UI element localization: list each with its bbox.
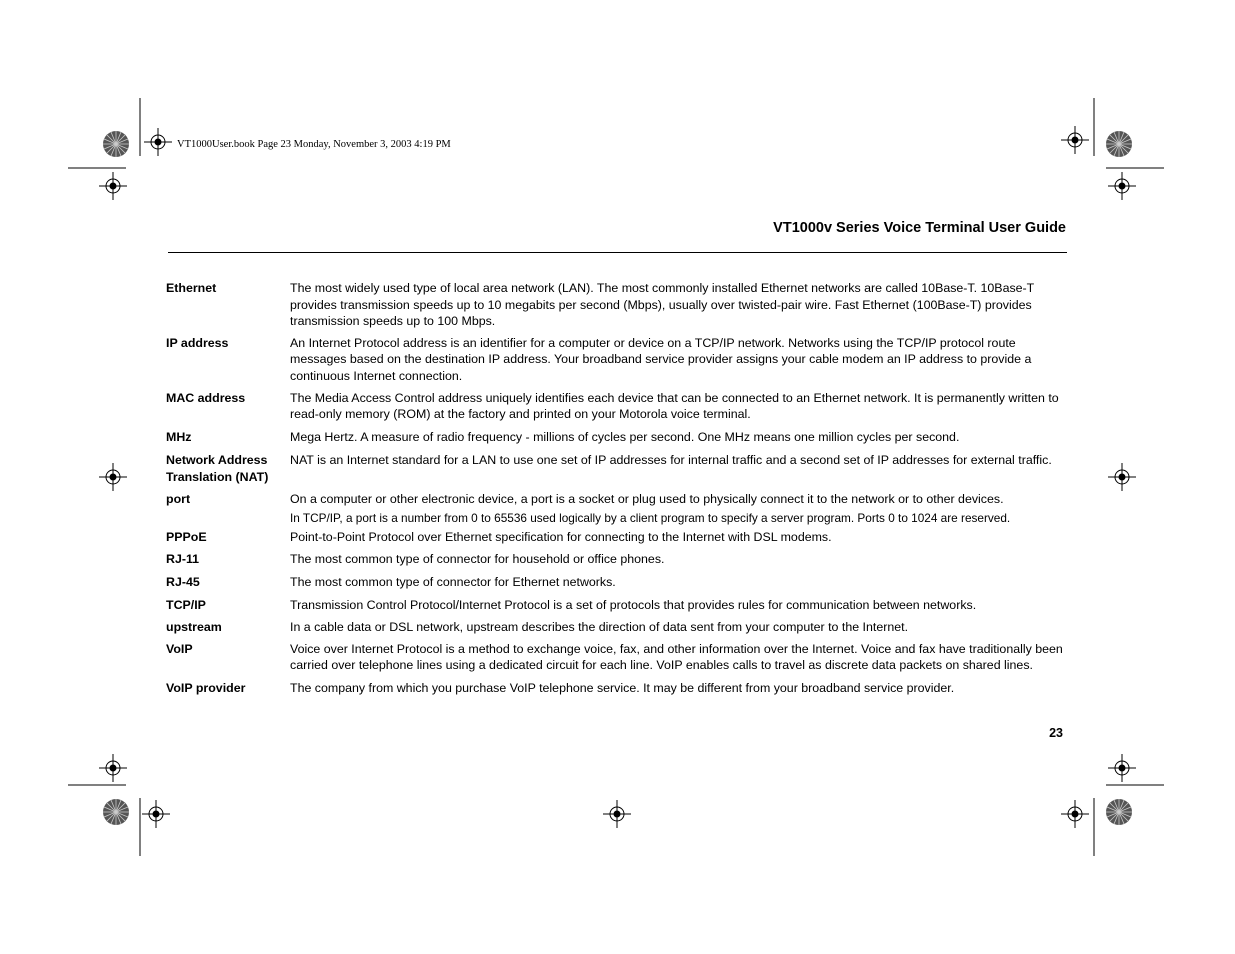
registration-target-icon: [99, 754, 127, 782]
glossary-term: Ethernet: [166, 281, 217, 295]
registration-target-icon: [1108, 172, 1136, 200]
glossary-term: VoIP: [166, 641, 193, 656]
glossary-entry: [166, 452, 1068, 485]
glossary-term: RJ-11: [166, 552, 200, 567]
glossary-entry: [166, 335, 1068, 385]
running-header-title: VT1000v Series Voice Terminal User Guide: [773, 220, 1066, 236]
registration-target-icon: [99, 463, 127, 491]
glossary-entry: [166, 680, 1068, 697]
star-target-icon: [102, 130, 130, 158]
glossary-definition: [290, 619, 1068, 636]
print-slug: VT1000User.book Page 23 Monday, November 3, 2003 4:19 PM: [177, 139, 451, 150]
definition-text: An Internet Protocol address is an identifier for a computer or device on a TCP/IP network. Networks using the TCP/IP protocol route messages based on the destination IP address. Your broadband service provider assigns your cable modem an IP address to provide a continuous Internet connection.: [290, 335, 1032, 383]
definition-text: The Media Access Control address uniquely identifies each device that can be connected to an Ethernet network. It is permanently written to read-only memory (ROM) at the factory and printed on your Motorola voice terminal.: [290, 390, 1059, 422]
glossary-definition: [290, 551, 1068, 568]
glossary-term: MAC address: [166, 390, 246, 405]
glossary-definition: [290, 641, 1068, 674]
glossary-term: port: [166, 491, 191, 506]
glossary-entry: [166, 574, 1068, 591]
glossary-definition: [290, 452, 1068, 485]
glossary-definition: [290, 597, 1068, 614]
header-rule: [168, 252, 1067, 253]
definition-text: On a computer or other electronic device, a port is a socket or plug used to physically connect it to the network or to other devices.: [290, 491, 1004, 506]
registration-target-icon: [1061, 126, 1089, 154]
star-target-icon: [1105, 798, 1133, 826]
registration-target-icon: [1108, 754, 1136, 782]
definition-text: Transmission Control Protocol/Internet Protocol is a set of protocols that provides rules for communication between networks.: [290, 597, 977, 612]
glossary-term: Network Address Translation (NAT): [166, 453, 269, 484]
definition-text: The most widely used type of local area network (LAN). The most commonly installed Ethernet networks are called 10Base-T. 10Base-T provides transmission speeds up to 10 megabits per second (Mbps), usually over twisted-pair wire. Fast Ethernet (100Base-T) provides transmission speeds up to 100 Mbps.: [290, 281, 1035, 329]
glossary-list: [166, 280, 1068, 696]
glossary-definition: [290, 390, 1068, 423]
registration-target-icon: [1061, 800, 1089, 828]
registration-target-icon: [99, 172, 127, 200]
glossary-term: IP address: [166, 335, 229, 350]
glossary-definition: [290, 280, 1068, 330]
glossary-entry: [166, 491, 1068, 527]
glossary-entry: [166, 390, 1068, 423]
glossary-term: upstream: [166, 620, 222, 635]
registration-target-icon: [1108, 463, 1136, 491]
definition-text: The most common type of connector for household or office phones.: [290, 552, 665, 567]
definition-text: Voice over Internet Protocol is a method to exchange voice, fax, and other information over the Internet. Voice and fax have traditionally been carried over telephone lines using a dedicated circuit for each line. VoIP enables calls to travel as discrete data packets on shared lines.: [290, 641, 1063, 673]
registration-target-icon: [144, 128, 172, 156]
definition-text: In a cable data or DSL network, upstream describes the direction of data sent from your computer to the Internet.: [290, 620, 909, 635]
glossary-term: PPPoE: [166, 529, 207, 544]
glossary-definition: [290, 529, 1068, 546]
glossary-term: MHz: [166, 429, 192, 444]
glossary-term: TCP/IP: [166, 597, 206, 612]
glossary-term: VoIP provider: [166, 680, 246, 695]
definition-text: NAT is an Internet standard for a LAN to use one set of IP addresses for internal traffic and a second set of IP addresses for external traffic.: [290, 453, 1052, 468]
star-target-icon: [1105, 130, 1133, 158]
definition-text: The most common type of connector for Ethernet networks.: [290, 574, 616, 589]
glossary-term: RJ-45: [166, 574, 200, 589]
star-target-icon: [102, 798, 130, 826]
registration-target-icon: [142, 800, 170, 828]
definition-text: Mega Hertz. A measure of radio frequency - millions of cycles per second. One MHz means one million cycles per second.: [290, 429, 960, 444]
glossary-definition: [290, 680, 1068, 697]
glossary-entry: [166, 619, 1068, 636]
glossary-definition: [290, 491, 1068, 527]
glossary-definition: [290, 335, 1068, 385]
glossary-entry: [166, 529, 1068, 546]
glossary-entry: [166, 429, 1068, 446]
glossary-entry: [166, 280, 1068, 330]
definition-text: Point-to-Point Protocol over Ethernet specification for connecting to the Internet with DSL modems.: [290, 529, 832, 544]
glossary-entry: [166, 641, 1068, 674]
glossary-entry: [166, 597, 1068, 614]
definition-text: In TCP/IP, a port is a number from 0 to 65536 used logically by a client program to specify a server program. Ports 0 to 1024 are reserved.: [290, 511, 1011, 526]
definition-text: The company from which you purchase VoIP telephone service. It may be different from your broadband service provider.: [290, 680, 955, 695]
registration-target-icon: [603, 800, 631, 828]
glossary-entry: [166, 551, 1068, 568]
page-number: 23: [1049, 726, 1063, 740]
glossary-definition: [290, 574, 1068, 591]
glossary-definition: [290, 429, 1068, 446]
